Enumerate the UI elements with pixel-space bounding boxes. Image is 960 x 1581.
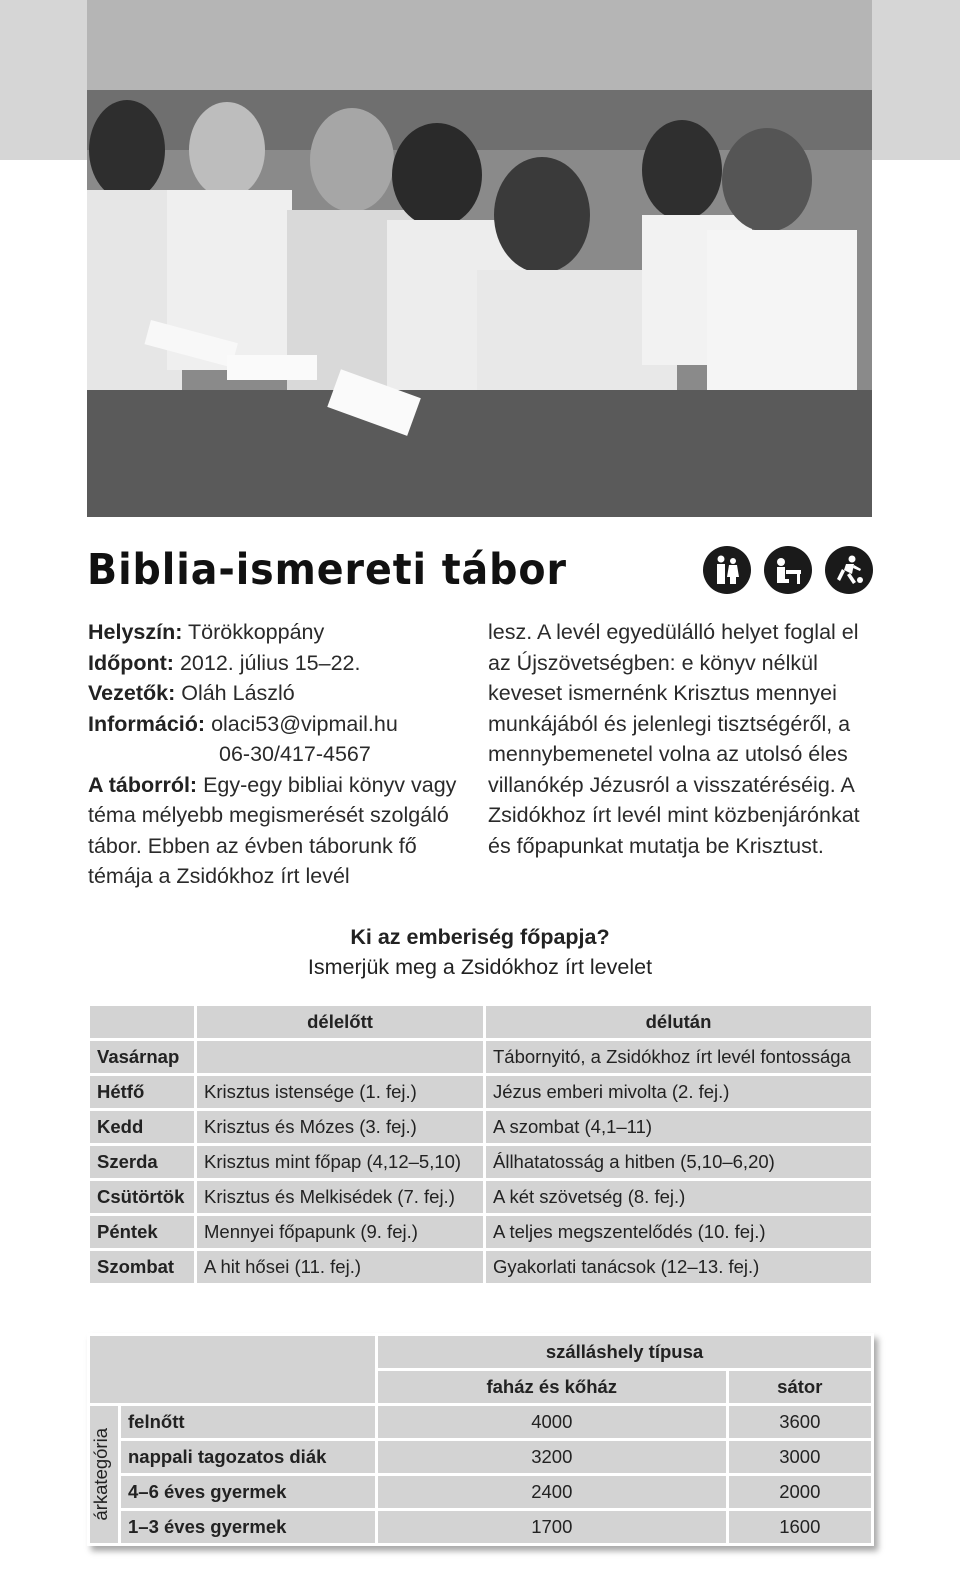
seminar-icon — [764, 546, 812, 594]
schedule-row — [90, 1146, 871, 1178]
price-row — [90, 1511, 871, 1543]
schedule-row — [90, 1181, 871, 1213]
page-title: Biblia-ismereti tábor — [87, 545, 567, 595]
schedule-row — [90, 1041, 871, 1073]
schedule-header-corner — [90, 1006, 194, 1038]
price-tent: 3000 — [729, 1441, 871, 1473]
header-afternoon: délután — [486, 1006, 871, 1038]
schedule-heading-question: Ki az emberiség főpapja? — [350, 925, 610, 949]
price-header-corner — [90, 1336, 375, 1403]
category-icons — [703, 546, 873, 594]
schedule-afternoon: A szombat (4,1–11) — [486, 1111, 871, 1143]
camp-info — [88, 617, 468, 892]
header-morning: délelőtt — [197, 1006, 483, 1038]
price-category: felnőtt — [121, 1406, 375, 1438]
schedule-morning: A hit hősei (11. fej.) — [197, 1251, 483, 1283]
schedule-row — [90, 1216, 871, 1248]
price-tent: 3600 — [729, 1406, 871, 1438]
schedule-row — [90, 1111, 871, 1143]
date-label: Időpont: — [88, 650, 174, 675]
schedule-morning: Krisztus mint főpap (4,12–5,10) — [197, 1146, 483, 1178]
schedule-day: Szerda — [90, 1146, 194, 1178]
schedule-morning: Mennyei főpapunk (9. fej.) — [197, 1216, 483, 1248]
price-cabin: 1700 — [378, 1511, 726, 1543]
header-tent: sátor — [729, 1371, 871, 1403]
phone-number: 06-30/417-4567 — [219, 742, 371, 766]
about-label: A táborról: — [88, 772, 198, 797]
schedule-afternoon: Jézus emberi mivolta (2. fej.) — [486, 1076, 871, 1108]
price-category: 4–6 éves gyermek — [121, 1476, 375, 1508]
sport-icon — [825, 546, 873, 594]
price-cabin: 3200 — [378, 1441, 726, 1473]
schedule-day: Csütörtök — [90, 1181, 194, 1213]
information-label: Információ: — [88, 711, 206, 736]
header-cabin: faház és kőház — [378, 1371, 726, 1403]
about-text: Egy-egy bibliai könyv vagy téma mélyebb megismerését szolgáló tábor. Ebben az évben táborunk fő témája a Zsidókhoz írt levél — [88, 772, 457, 888]
schedule-day: Szombat — [90, 1251, 194, 1283]
price-row — [90, 1441, 871, 1473]
accommodation-type-header: szálláshely típusa — [378, 1336, 871, 1368]
price-category: nappali tagozatos diák — [121, 1441, 375, 1473]
schedule-afternoon: Állhatatosság a hitben (5,10–6,20) — [486, 1146, 871, 1178]
schedule-morning — [197, 1041, 483, 1073]
schedule-header-row — [90, 1006, 871, 1038]
price-cabin: 2400 — [378, 1476, 726, 1508]
schedule-day: Vasárnap — [90, 1041, 194, 1073]
price-cabin: 4000 — [378, 1406, 726, 1438]
schedule-afternoon: Gyakorlati tanácsok (12–13. fej.) — [486, 1251, 871, 1283]
schedule-afternoon: A teljes megszentelődés (10. fej.) — [486, 1216, 871, 1248]
price-category-cell — [90, 1406, 118, 1543]
schedule-row — [90, 1251, 871, 1283]
date-value: 2012. július 15–22. — [179, 650, 361, 675]
family-icon — [703, 546, 751, 594]
schedule-table — [87, 1003, 874, 1286]
schedule-row — [90, 1076, 871, 1108]
price-category-label: árkategória — [90, 1428, 111, 1521]
price-tent: 1600 — [729, 1511, 871, 1543]
price-group-header-row — [90, 1336, 871, 1368]
schedule-morning: Krisztus és Melkisédek (7. fej.) — [197, 1181, 483, 1213]
leaders-label: Vezetők: — [88, 681, 176, 705]
schedule-morning: Krisztus és Mózes (3. fej.) — [197, 1111, 483, 1143]
schedule-morning: Krisztus istensége (1. fej.) — [197, 1076, 483, 1108]
schedule-heading — [0, 922, 960, 982]
price-row — [90, 1476, 871, 1508]
price-table — [87, 1333, 874, 1546]
schedule-day: Péntek — [90, 1216, 194, 1248]
description-text: lesz. A levél egyedülálló helyet foglal el az Újszövetségben: e könyv nélkül keveset ismernénk Krisztus mennyei munkájából és jelenlegi tisztségéről, a mennybemenetel volna az utolsó éles villanókép Jézusról a visszatéréséig. A Zsidókhoz írt levél mint közbenjárónkat és főpapunkat mutatja be Krisztust. — [488, 620, 860, 858]
schedule-day: Hétfő — [90, 1076, 194, 1108]
schedule-day: Kedd — [90, 1111, 194, 1143]
price-row — [90, 1406, 871, 1438]
email-link[interactable]: olaci53@vipmail.hu — [211, 711, 398, 736]
location-value: Törökkoppány — [187, 620, 325, 644]
schedule-afternoon: Tábornyitó, a Zsidókhoz írt levél fontossága — [486, 1041, 871, 1073]
schedule-heading-subtitle: Ismerjük meg a Zsidókhoz írt levelet — [307, 955, 653, 979]
leaders-value: Oláh László — [181, 681, 295, 705]
audience-photo — [87, 0, 872, 517]
price-tent: 2000 — [729, 1476, 871, 1508]
price-category: 1–3 éves gyermek — [121, 1511, 375, 1543]
location-label: Helyszín: — [88, 620, 183, 644]
schedule-afternoon: A két szövetség (8. fej.) — [486, 1181, 871, 1213]
